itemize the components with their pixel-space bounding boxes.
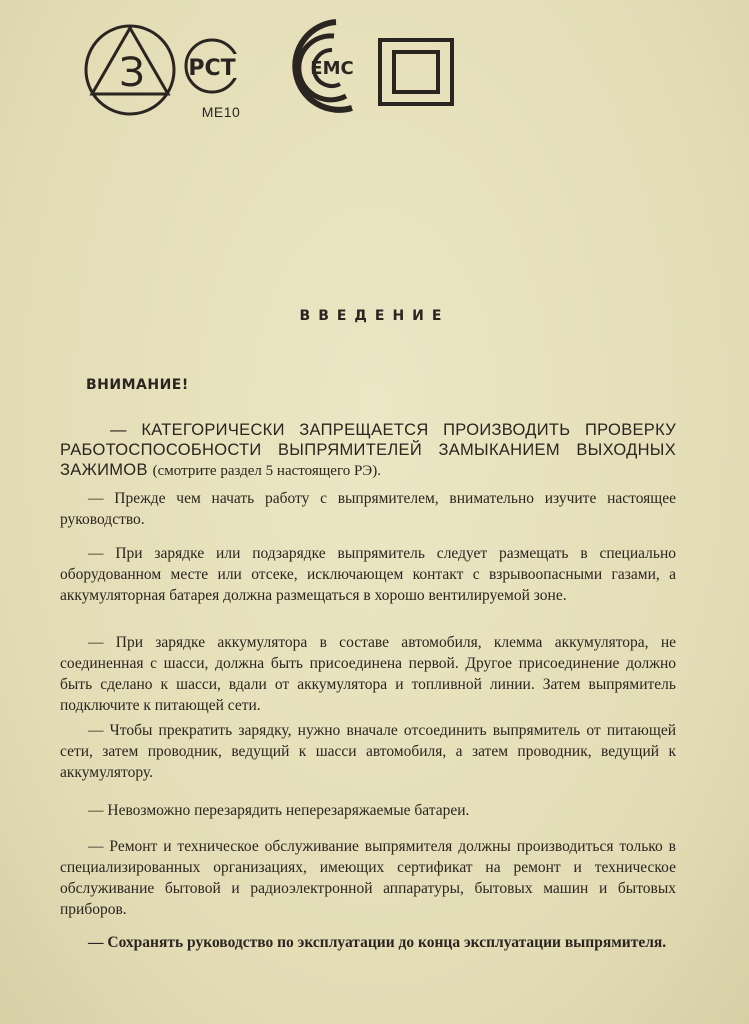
rst-code: МЕ10: [201, 104, 241, 120]
z-mark-letter: З: [119, 50, 145, 96]
paragraph-connection: — При зарядке аккумулятора в составе автомобиля, клемма аккумулятора, не соединенная с шасси, должна быть присоединена первой. Другое присоединение должно быть сделано к шасси, вдали от аккумулятора и топливной линии. Затем выпрямитель подключите к питающей сети.: [60, 634, 676, 714]
emc-mark-letters: ЕМС: [310, 58, 354, 79]
section-reference: (смотрите раздел 5 настоящего РЭ).: [152, 463, 381, 479]
paragraph-placement: — При зарядке или подзарядке выпрямитель следует размещать в специально оборудованном месте или отсеке, исключающем контакт с взрывоопасными газами, а аккумуляторная батарея должна размещаться в хорошо вентилируемой зоне.: [60, 545, 676, 604]
double-square-mark-icon: [376, 36, 456, 108]
paragraph-disconnection: — Чтобы прекратить зарядку, нужно вначале отсоединить выпрямитель от питающей сети, затем проводник, ведущий к шасси автомобиля, а затем проводник, ведущий к аккумулятору.: [60, 722, 676, 781]
warning-label: ВНИМАНИЕ!: [86, 377, 189, 393]
certification-logos: [0, 0, 749, 140]
triangle-z-mark-icon: [82, 22, 178, 118]
section-heading: ВВЕДЕНИЕ: [299, 308, 450, 324]
emc-mark-icon: [276, 12, 362, 122]
prohibition-text: — КАТЕГОРИЧЕСКИ ЗАПРЕЩАЕТСЯ ПРОИЗВОДИТЬ ПРОВЕРКУ РАБОТОСПОСОБНОСТИ ВЫПРЯМИТЕЛЕЙ ЗАМЫКАНИЕМ ВЫХОДНЫХ ЗАЖИМОВ: [60, 421, 676, 479]
rst-mark-letters: РСТ: [188, 56, 236, 81]
paragraph-keep-manual: — Сохранять руководство по эксплуатации до конца эксплуатации выпрямителя.: [88, 934, 667, 951]
paragraph-prohibition: [60, 420, 676, 481]
paragraph-repair: — Ремонт и техническое обслуживание выпрямителя должны производиться только в специализированных организациях, имеющих сертификат на ремонт и техническое обслуживание бытовой и радиоэлектронной аппаратуры, бытовых машин и бытовых приборов.: [60, 838, 676, 918]
paragraph-read-manual: — Прежде чем начать работу с выпрямителем, внимательно изучите настоящее руководство.: [60, 490, 676, 528]
paragraph-non-rechargeable: — Невозможно перезарядить неперезаряжаемые батареи.: [88, 802, 470, 819]
